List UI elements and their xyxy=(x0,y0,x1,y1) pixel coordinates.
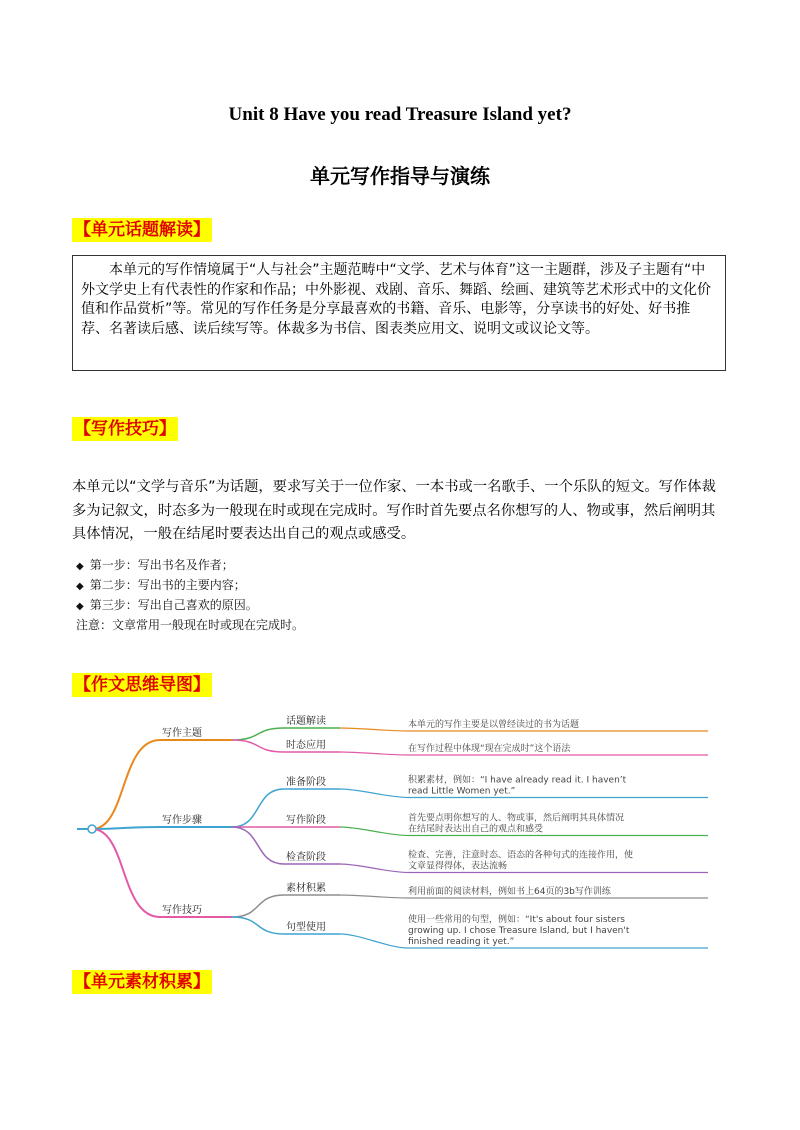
branch-connector xyxy=(92,829,160,917)
steps-note: 注意：文章常用一般现在时或现在完成时。 xyxy=(76,618,305,632)
diamond-icon: ◆ xyxy=(76,581,84,592)
leaf-text: 在结尾时表达出自己的观点和感受 xyxy=(408,824,544,835)
step-text: 第三步：写出自己喜欢的原因。 xyxy=(89,598,258,612)
step-item xyxy=(76,556,346,576)
writing-mind-map xyxy=(72,712,728,952)
child-label: 时态应用 xyxy=(286,740,326,751)
child-label: 准备阶段 xyxy=(286,777,326,788)
child-connector xyxy=(232,740,284,752)
step-item xyxy=(76,596,346,616)
leaf-connector xyxy=(340,827,408,836)
leaf-text: 利用前面的阅读材料，例如书上64页的3b写作训练 xyxy=(408,887,611,897)
branch-label: 写作步骤 xyxy=(162,815,202,826)
branch-connector xyxy=(92,827,160,829)
child-connector xyxy=(232,917,284,934)
leaf-text: 本单元的写作主要是以曾经读过的书为话题 xyxy=(408,720,580,730)
leaf-connector xyxy=(340,864,408,873)
child-connector xyxy=(232,789,284,827)
leaf-text: 首先要点明你想写的人、物或事，然后阐明其具体情况 xyxy=(408,813,625,824)
child-label: 写作阶段 xyxy=(286,815,326,826)
child-label: 素材积累 xyxy=(286,883,326,894)
root-node xyxy=(88,825,96,833)
leaf-text: 使用一些常用的句型，例如：“It's about four sisters xyxy=(408,915,625,925)
leaf-text: 文章显得得体，表达流畅 xyxy=(408,861,508,872)
leaf-text: read Little Women yet.” xyxy=(408,786,516,797)
title-chinese: 单元写作指导与演练 xyxy=(310,164,490,188)
child-connector xyxy=(232,728,284,740)
leaf-text: 积累素材，例如：“I have already read it. I haven’t xyxy=(408,775,627,786)
branch-label: 写作技巧 xyxy=(162,905,202,916)
leaf-connector xyxy=(340,789,408,798)
child-label: 话题解读 xyxy=(286,716,326,727)
diamond-icon: ◆ xyxy=(76,601,84,612)
heading-mind-map: 【作文思维导图】 xyxy=(74,675,210,695)
leaf-connector xyxy=(340,895,408,898)
writing-steps-list xyxy=(76,556,346,635)
child-connector xyxy=(232,827,284,864)
leaf-connector xyxy=(340,934,408,948)
title-english: Unit 8 Have you read Treasure Island yet? xyxy=(228,104,572,125)
step-text: 第一步：写出书名及作者； xyxy=(89,558,234,572)
leaf-text: 在写作过程中体现“现在完成时”这个语法 xyxy=(408,744,571,754)
leaf-connector xyxy=(340,752,408,755)
child-label: 检查阶段 xyxy=(286,852,326,863)
branch-label: 写作主题 xyxy=(162,728,202,739)
leaf-text: 检查、完善，注意时态、语态的各种句式的连接作用，使 xyxy=(408,850,634,861)
writing-skills-paragraph: 本单元以“文学与音乐”为话题，要求写关于一位作家、一本书或一名歌手、一个乐队的短文。写作体裁多为记叙文，时态多为一般现在时或现在完成时。写作时首先要点名你想写的人、物或事，然后阐明其具体情况，一般在结尾时要表达出自己的观点或感受。 xyxy=(72,479,716,542)
topic-interpretation-box xyxy=(72,255,726,371)
child-connector xyxy=(232,895,284,917)
step-text: 第二步：写出书的主要内容； xyxy=(89,578,246,592)
heading-material-accumulation: 【单元素材积累】 xyxy=(74,972,210,992)
child-label: 句型使用 xyxy=(286,922,326,933)
leaf-connector xyxy=(340,728,408,731)
leaf-text: finished reading it yet.” xyxy=(408,937,515,947)
topic-interpretation-text: 本单元的写作情境属于“人与社会”主题范畴中“文学、艺术与体育”这一主题群，涉及子主题有“中外文学史上有代表性的作家和作品；中外影视、戏剧、音乐、舞蹈、绘画、建筑等艺术形式中的文化价值和作品赏析”等。常见的写作任务是分享最喜欢的书籍、音乐、电影等，分享读书的好处、好书推荐、名著读后感、读后续写等。体裁多为书信、图表类应用文、说明文或议论文等。 xyxy=(81,262,711,337)
step-item xyxy=(76,576,346,596)
leaf-text: growing up. I chose Treasure Island, but I haven't xyxy=(408,926,630,936)
heading-topic-interpretation: 【单元话题解读】 xyxy=(74,220,210,240)
branch-connector xyxy=(92,740,160,829)
diamond-icon: ◆ xyxy=(76,561,84,572)
heading-writing-skills: 【写作技巧】 xyxy=(74,419,176,439)
